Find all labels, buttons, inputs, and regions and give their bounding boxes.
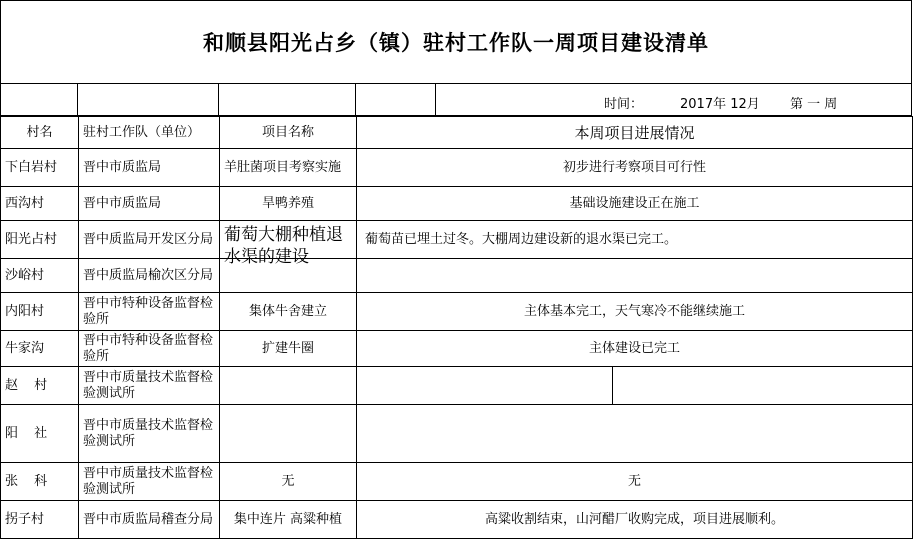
progress-cell: 葡萄苗已埋土过冬。大棚周边建设新的退水渠已完工。 <box>357 221 913 259</box>
team-cell: 晋中市特种设备监督检验所 <box>79 293 220 331</box>
project-cell <box>220 367 357 405</box>
progress-cell: 主体基本完工，天气寒冷不能继续施工 <box>357 293 913 331</box>
table-row <box>1 331 913 367</box>
project-cell: 集中连片 高粱种植 <box>220 501 357 539</box>
village-cell: 牛家沟 <box>1 331 79 367</box>
project-cell <box>220 405 357 463</box>
project-cell: 无 <box>220 463 357 501</box>
progress-cell: 基础设施建设正在施工 <box>357 187 913 221</box>
team-cell: 晋中市质监局 <box>79 149 220 187</box>
table-row <box>1 187 913 221</box>
team-cell: 晋中市质量技术监督检验测试所 <box>79 367 220 405</box>
village-cell: 拐子村 <box>1 501 79 539</box>
period-value: 2017年 12月 <box>680 97 760 112</box>
progress-cell: 主体建设已完工 <box>357 331 913 367</box>
team-cell: 晋中市质量技术监督检验测试所 <box>79 463 220 501</box>
project-cell: 羊肚菌项目考察实施 <box>220 149 357 187</box>
project-cell: 扩建牛圈 <box>220 331 357 367</box>
progress-cell: 高粱收割结束，山河醋厂收购完成，项目进展顺利。 <box>357 501 913 539</box>
progress-cell <box>357 259 913 293</box>
meta-cell <box>436 84 912 116</box>
meta-cell <box>356 84 436 116</box>
header-progress: 本周项目进展情况 <box>357 117 913 149</box>
project-cell: 集体牛舍建立 <box>220 293 357 331</box>
header-project: 项目名称 <box>220 117 357 149</box>
meta-cell <box>78 84 219 116</box>
sheet-title: 和顺县阳光占乡（镇）驻村工作队一周项目建设清单 <box>0 0 912 84</box>
team-cell: 晋中质监局榆次区分局 <box>79 259 220 293</box>
village-cell: 阳 社 <box>1 405 79 463</box>
table-row <box>1 293 913 331</box>
team-cell: 晋中市特种设备监督检验所 <box>79 331 220 367</box>
table-row <box>1 405 913 463</box>
table-row <box>1 221 913 259</box>
project-text: 葡萄大棚种植退水渠的建设 <box>224 224 343 267</box>
village-cell: 阳光占村 <box>1 221 79 259</box>
project-table <box>0 116 913 539</box>
header-village: 村名 <box>1 117 79 149</box>
meta-cell <box>0 84 78 116</box>
meta-row <box>0 84 912 116</box>
week-value: 第 一 周 <box>790 97 838 112</box>
project-cell <box>220 221 357 267</box>
time-label: 时间： <box>604 97 644 112</box>
meta-cell <box>219 84 356 116</box>
progress-cell: 初步进行考察项目可行性 <box>357 149 913 187</box>
village-cell: 沙峪村 <box>1 259 79 293</box>
village-cell: 下白岩村 <box>1 149 79 187</box>
blank-cell <box>613 367 913 405</box>
team-cell: 晋中市质量技术监督检验测试所 <box>79 405 220 463</box>
progress-cell <box>357 367 613 405</box>
progress-cell: 无 <box>357 463 913 501</box>
table-row <box>1 259 913 293</box>
table-row <box>1 463 913 501</box>
village-cell: 张 科 <box>1 463 79 501</box>
table-row <box>1 501 913 539</box>
village-cell: 西沟村 <box>1 187 79 221</box>
team-cell: 晋中质监局开发区分局 <box>79 221 220 259</box>
progress-cell <box>357 405 913 463</box>
table-row <box>1 367 913 405</box>
team-cell: 晋中市质监局 <box>79 187 220 221</box>
header-row <box>1 117 913 149</box>
village-cell: 内阳村 <box>1 293 79 331</box>
team-cell: 晋中市质监局稽查分局 <box>79 501 220 539</box>
table-row <box>1 149 913 187</box>
village-cell: 赵 村 <box>1 367 79 405</box>
header-team: 驻村工作队（单位） <box>79 117 220 149</box>
project-cell: 旱鸭养殖 <box>220 187 357 221</box>
